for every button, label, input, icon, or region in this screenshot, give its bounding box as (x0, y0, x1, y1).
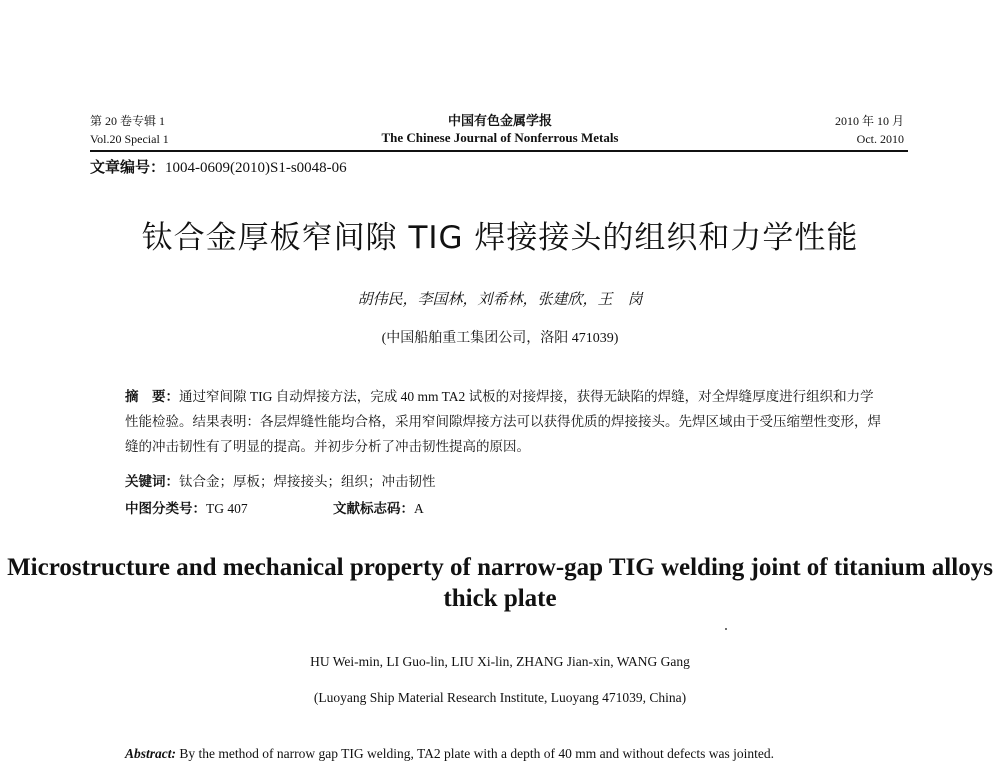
document-code-value: A (414, 501, 424, 516)
authors-zh: 胡伟民，李国林，刘希林，张建欣，王 岗 (357, 292, 643, 308)
speck-mark (725, 628, 727, 630)
clc-number (125, 497, 248, 517)
volume-zh: 第 20 卷专辑 1 (90, 114, 166, 128)
keywords-zh (125, 470, 436, 490)
document-code-label: 文献标志码： (333, 501, 414, 516)
article-number-value: 1004-0609(2010)S1-s0048-06 (165, 160, 347, 176)
keywords-zh-text: 钛合金；厚板；焊接接头；组织；冲击韧性 (179, 474, 436, 489)
issue-date-en: Oct. 2010 (856, 132, 904, 146)
journal-name-zh: 中国有色金属学报 (447, 113, 552, 128)
document-code (333, 497, 424, 517)
affiliation-en: (Luoyang Ship Material Research Institute, Luoyang 471039, China) (313, 690, 687, 705)
abstract-zh-label: 摘 要： (125, 389, 179, 404)
paper-title-en: Microstructure and mechanical property of narrow-gap TIG welding joint of titanium alloys thick plate (7, 554, 993, 612)
affiliation-zh: (中国船舶重工集团公司，洛阳 471039) (381, 331, 619, 346)
issue-date-zh: 2010 年 10 月 (834, 114, 904, 128)
header-rule (90, 150, 908, 152)
abstract-zh (125, 384, 885, 459)
clc-value: TG 407 (206, 501, 248, 516)
clc-label: 中图分类号： (125, 501, 206, 516)
abstract-zh-text: 通过窄间隙 TIG 自动焊接方法，完成 40 mm TA2 试板的对接焊接，获得无缺陷的焊缝，对全焊缝厚度进行组织和力学性能检验。结果表明：各层焊缝性能均合格，采用窄间隙焊接方法可以获得优质的焊接接头。先焊区域由于受压缩塑性变形，焊缝的冲击韧性有了明显的提高。并初步分析了冲击韧性提高的原因。 (125, 389, 881, 454)
journal-name-en: The Chinese Journal of Nonferrous Metals (381, 130, 619, 145)
volume-en: Vol.20 Special 1 (90, 132, 169, 146)
authors-en: HU Wei-min, LI Guo-lin, LIU Xi-lin, ZHANG Jian-xin, WANG Gang (310, 654, 690, 669)
paper-title-zh: 钛合金厚板窄间隙 TIG 焊接接头的组织和力学性能 (141, 220, 859, 256)
abstract-en-label: Abstract: (125, 746, 177, 761)
abstract-en-text: By the method of narrow gap TIG welding, TA2 plate with a depth of 40 mm and without defects was jointed. (176, 746, 774, 761)
article-number-label: 文章编号： (90, 160, 166, 176)
keywords-zh-label: 关键词： (125, 474, 179, 489)
article-number (90, 156, 347, 177)
